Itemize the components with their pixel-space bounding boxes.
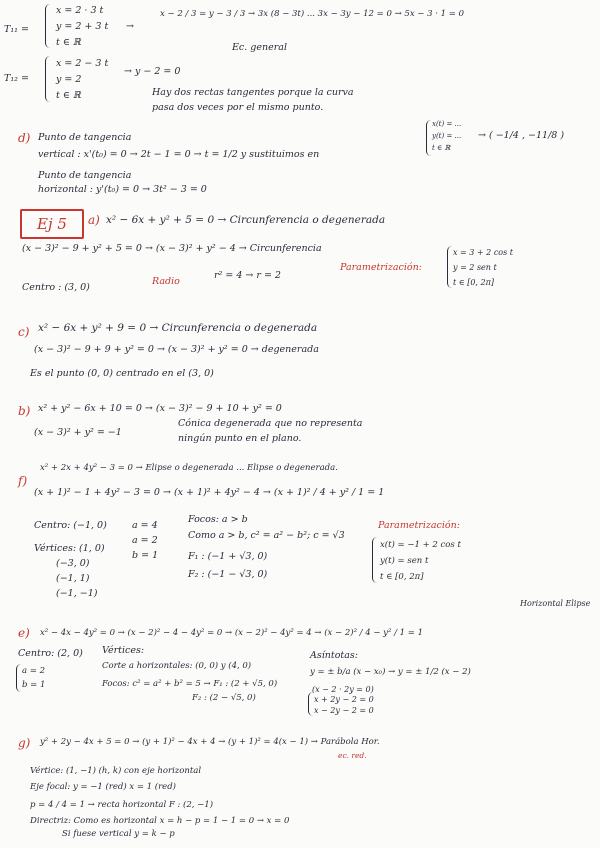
f-param: x(t) = −1 + 2 cos t — [380, 540, 461, 550]
d-line: Punto de tangencia — [38, 170, 132, 181]
e-asint: (x − 2 · 2y = 0) — [312, 685, 374, 694]
top-right-eq: x − 2 / 3 = y − 3 / 3 → 3x (8 − 3t) ... 3x − 3y − 12 = 0 → 5x − 3 · 1 = 0 — [160, 9, 464, 19]
e-asint: y = ± b/a (x − x₀) → y = ± 1/2 (x − 2) — [310, 667, 471, 677]
a-radio: Radio — [152, 276, 180, 287]
g-line: Directriz: Como es horizontal x = h − p = 1 − 1 = 0 → x = 0 — [30, 816, 290, 826]
d-line: vertical : x'(t₀) = 0 → 2t − 1 = 0 → t = 1/2 y sustituimos en — [38, 149, 320, 160]
a-eq: x² − 6x + y² + 5 = 0 → Circunferencia o degenerada — [106, 214, 386, 226]
item-label-c: c) — [18, 325, 30, 339]
a-centro: Centro : (3, 0) — [22, 282, 90, 293]
e-eq: x² − 4x − 4y² = 0 → (x − 2)² − 4 − 4y² = 0 → (x − 2)² − 4y² = 4 → (x − 2)² / 4 − y² / 1 = 1 — [40, 628, 423, 638]
sys2-result: → y − 2 = 0 — [124, 66, 181, 77]
b-line: Cónica degenerada que no representa — [178, 418, 363, 429]
f-focos: F₂ : (−1 − √3, 0) — [188, 569, 268, 580]
a-line: (x − 3)² − 9 + y² + 5 = 0 → (x − 3)² + y² − 4 → Circunferencia — [22, 243, 322, 254]
d-sys: x(t) = ... — [432, 120, 462, 128]
note: pasa dos veces por el mismo punto. — [152, 102, 324, 113]
e-focos: Focos: c² = a² + b² = 5 → F₁ : (2 + √5, 0) — [102, 679, 278, 689]
e-centro: Centro: (2, 0) — [18, 648, 83, 659]
brace — [308, 692, 313, 716]
e-vert: Vértices: — [102, 645, 145, 656]
g-line: Vértice: (1, −1) (h, k) con eje horizontal — [30, 766, 202, 776]
sys2-label: T₁₂ = — [4, 73, 29, 84]
f-a: a = 2 — [132, 535, 158, 546]
sys2-row: y = 2 — [56, 74, 82, 85]
f-line: (x + 1)² − 1 + 4y² − 3 = 0 → (x + 1)² + 4y² − 4 → (x + 1)² / 4 + y² / 1 = 1 — [34, 487, 385, 498]
b-line: (x − 3)² + y² = −1 — [34, 427, 122, 438]
f-focos: F₁ : (−1 + √3, 0) — [188, 551, 268, 562]
g-eq-red: ec. red. — [338, 751, 367, 760]
brace — [45, 56, 52, 102]
e-vert: Corte a horizontales: (0, 0) y (4, 0) — [102, 661, 252, 671]
f-focos: Focos: a > b — [188, 514, 248, 525]
f-eq: x² + 2x + 4y² − 3 = 0 → Elipse o degenerada ... Elipse o degenerada. — [40, 463, 338, 473]
item-label-f: f) — [18, 474, 28, 488]
d-sys: y(t) = ... — [432, 132, 462, 140]
brace — [45, 4, 52, 48]
f-horizontal: Horizontal Elipse — [520, 599, 591, 608]
e-asint: x + 2y − 2 = 0 — [314, 695, 374, 704]
a-param: t ∈ [0, 2π] — [453, 278, 494, 287]
e-focos: F₂ : (2 − √5, 0) — [192, 693, 256, 703]
d-result: → ( −1/4 , −11/8 ) — [478, 130, 565, 141]
c-line: Es el punto (0, 0) centrado en el (3, 0) — [30, 368, 214, 379]
g-line: Si fuese vertical y = k − p — [62, 829, 175, 839]
f-vert: (−1, −1) — [56, 588, 98, 599]
e-asint: Asíntotas: — [310, 650, 358, 661]
sys1-row: t ∈ ℝ — [56, 37, 81, 48]
item-label-b: b) — [18, 404, 31, 418]
a-param-label: Parametrización: — [340, 262, 422, 273]
e-ab: a = 2 — [22, 666, 46, 676]
b-line: ningún punto en el plano. — [178, 433, 302, 444]
e-ab: b = 1 — [22, 680, 46, 690]
f-centro: Centro: (−1, 0) — [34, 520, 107, 531]
brace — [372, 537, 378, 583]
f-vert: (−1, 1) — [56, 573, 90, 584]
sys2-row: x = 2 − 3 t — [56, 58, 109, 69]
d-line: horizontal : y'(t₀) = 0 → 3t² − 3 = 0 — [38, 184, 207, 195]
f-param: y(t) = sen t — [380, 556, 429, 566]
item-label-a: a) — [88, 213, 100, 227]
f-param: t ∈ [0, 2π] — [380, 572, 424, 582]
g-line: Eje focal: y = −1 (red) x = 1 (red) — [30, 782, 176, 792]
a-param: x = 3 + 2 cos t — [453, 248, 513, 257]
sys1-row: y = 2 + 3 t — [56, 21, 109, 32]
item-label-g: g) — [18, 736, 31, 750]
f-vert: Vértices: (1, 0) — [34, 543, 105, 554]
d-sys: t ∈ ℝ — [432, 144, 451, 152]
c-eq: x² − 6x + y² + 9 = 0 → Circunferencia o degenerada — [38, 322, 318, 334]
sys2-row: t ∈ ℝ — [56, 90, 81, 101]
ec-general: Ec. general — [232, 42, 287, 53]
d-line: Punto de tangencia — [38, 132, 132, 143]
a-param: y = 2 sen t — [453, 263, 497, 272]
sys1-label: T₁₁ = — [4, 24, 29, 35]
a-radio-val: r² = 4 → r = 2 — [214, 270, 281, 281]
f-a: a = 4 — [132, 520, 158, 531]
e-asint: x − 2y − 2 = 0 — [314, 706, 374, 715]
g-eq: y² + 2y − 4x + 5 = 0 → (y + 1)² − 4x + 4 → (y + 1)² = 4(x − 1) → Parábola Hor. — [40, 737, 380, 747]
arrow: → — [126, 21, 134, 32]
b-eq: x² + y² − 6x + 10 = 0 → (x − 3)² − 9 + 10 + y² = 0 — [38, 403, 282, 414]
exercise-box: Ej 5 — [20, 209, 84, 239]
g-line: p = 4 / 4 = 1 → recta horizontal F : (2, −1) — [30, 800, 214, 810]
item-label-e: e) — [18, 626, 30, 640]
f-vert: (−3, 0) — [56, 558, 90, 569]
f-a: b = 1 — [132, 550, 159, 561]
sys1-row: x = 2 · 3 t — [56, 5, 104, 16]
note: Hay dos rectas tangentes porque la curva — [152, 87, 354, 98]
f-param-label: Parametrización: — [378, 520, 460, 531]
f-focos: Como a > b, c² = a² − b²; c = √3 — [188, 530, 345, 541]
item-label-d: d) — [18, 131, 31, 145]
c-line: (x − 3)² − 9 + 9 + y² = 0 → (x − 3)² + y² = 0 → degenerada — [34, 344, 319, 355]
